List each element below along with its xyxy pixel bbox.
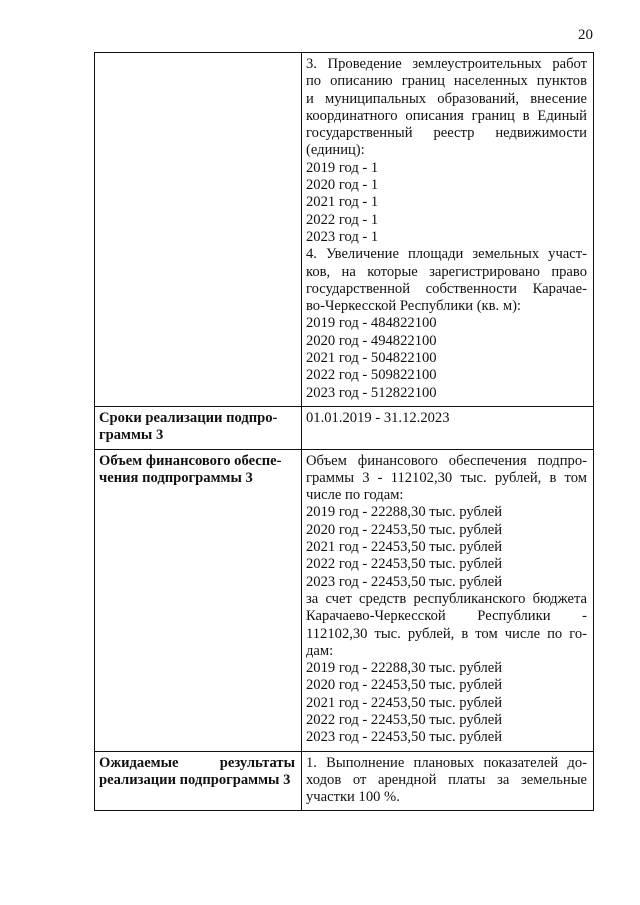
content-line: 01.01.2019 - 31.12.2023 (306, 409, 450, 426)
label-line: реализации подпрограммы 3 (99, 771, 291, 788)
content-line: ходов от арендной платы за земельные (306, 771, 587, 788)
content-line: 1. Выполнение плановых показателей до- (306, 754, 587, 771)
content-cell (302, 406, 594, 449)
content-line: дам: (306, 642, 334, 659)
content-line: 2020 год - 22453,50 тыс. рублей (306, 677, 503, 694)
label-line: Ожидаемые результаты (99, 754, 295, 771)
content-line: 2022 год - 509822100 (306, 367, 437, 384)
content-line: государственный реестр недвижимости (306, 125, 587, 142)
content-line: координатного описания границ в Единый (306, 107, 587, 124)
content-line: 2019 год - 22288,30 тыс. рублей (306, 660, 503, 677)
content-line: 2020 год - 22453,50 тыс. рублей (306, 521, 503, 538)
content-line: 112102,30 тыс. рублей, в том числе по го- (306, 625, 587, 642)
content-line: 2019 год - 1 (306, 159, 379, 176)
label-line: Сроки реализации подпро- (99, 409, 278, 426)
content-line: 2019 год - 22288,30 тыс. рублей (306, 504, 503, 521)
content-line: (единиц): (306, 142, 365, 159)
content-line: 2023 год - 512822100 (306, 384, 437, 401)
content-line: Карачаево-Черкесской Республики - (306, 608, 587, 625)
row-indicators (95, 53, 594, 407)
content-line: 2020 год - 1 (306, 177, 379, 194)
content-line: 4. Увеличение площади земельных участ- (306, 246, 587, 263)
content-line: 2022 год - 1 (306, 211, 379, 228)
content-line: по описанию границ населенных пунктов (306, 73, 587, 90)
content-line: 2023 год - 1 (306, 228, 379, 245)
table-body (95, 53, 594, 811)
content-line: 2020 год - 494822100 (306, 332, 437, 349)
content-line: 2022 год - 22453,50 тыс. рублей (306, 711, 503, 728)
content-line: 2021 год - 504822100 (306, 350, 437, 367)
label-cell (95, 406, 302, 449)
content-line: 2021 год - 22453,50 тыс. рублей (306, 539, 503, 556)
content-line: 2023 год - 22453,50 тыс. рублей (306, 729, 503, 746)
content-line: граммы 3 - 112102,30 тыс. рублей, в том (306, 469, 587, 486)
label-cell (95, 751, 302, 811)
content-cell (302, 53, 594, 407)
content-line: 3. Проведение землеустроительных работ (306, 56, 587, 72)
content-line: Объем финансового обеспечения подпро- (306, 452, 587, 469)
page-number: 20 (578, 27, 593, 43)
content-line: и муниципальных образований, внесение (306, 90, 587, 107)
label-line: Объем финансового обеспе- (99, 452, 282, 469)
content-line: числе по годам: (306, 487, 404, 504)
content-line: 2023 год - 22453,50 тыс. рублей (306, 573, 503, 590)
label-cell (95, 53, 302, 407)
row-implementation-period (95, 406, 594, 449)
content-cell (302, 449, 594, 751)
content-line: 2021 год - 22453,50 тыс. рублей (306, 694, 503, 711)
content-line: во-Черкесской Республики (кв. м): (306, 298, 521, 315)
content-cell (302, 751, 594, 811)
content-line: 2019 год - 484822100 (306, 315, 437, 332)
content-line: 2022 год - 22453,50 тыс. рублей (306, 556, 503, 573)
content-line: за счет средств республиканского бюджета (306, 590, 587, 607)
content-line: 2021 год - 1 (306, 194, 379, 211)
label-line: чения подпрограммы 3 (99, 469, 253, 486)
subprogram-passport-table (94, 52, 594, 811)
content-line: ков, на которые зарегистрировано право (306, 263, 587, 280)
row-funding (95, 449, 594, 751)
content-line: государственной собственности Карачае- (306, 280, 587, 297)
label-line: граммы 3 (99, 427, 164, 444)
row-expected-results (95, 751, 594, 811)
label-cell (95, 449, 302, 751)
content-line: участки 100 %. (306, 789, 400, 806)
